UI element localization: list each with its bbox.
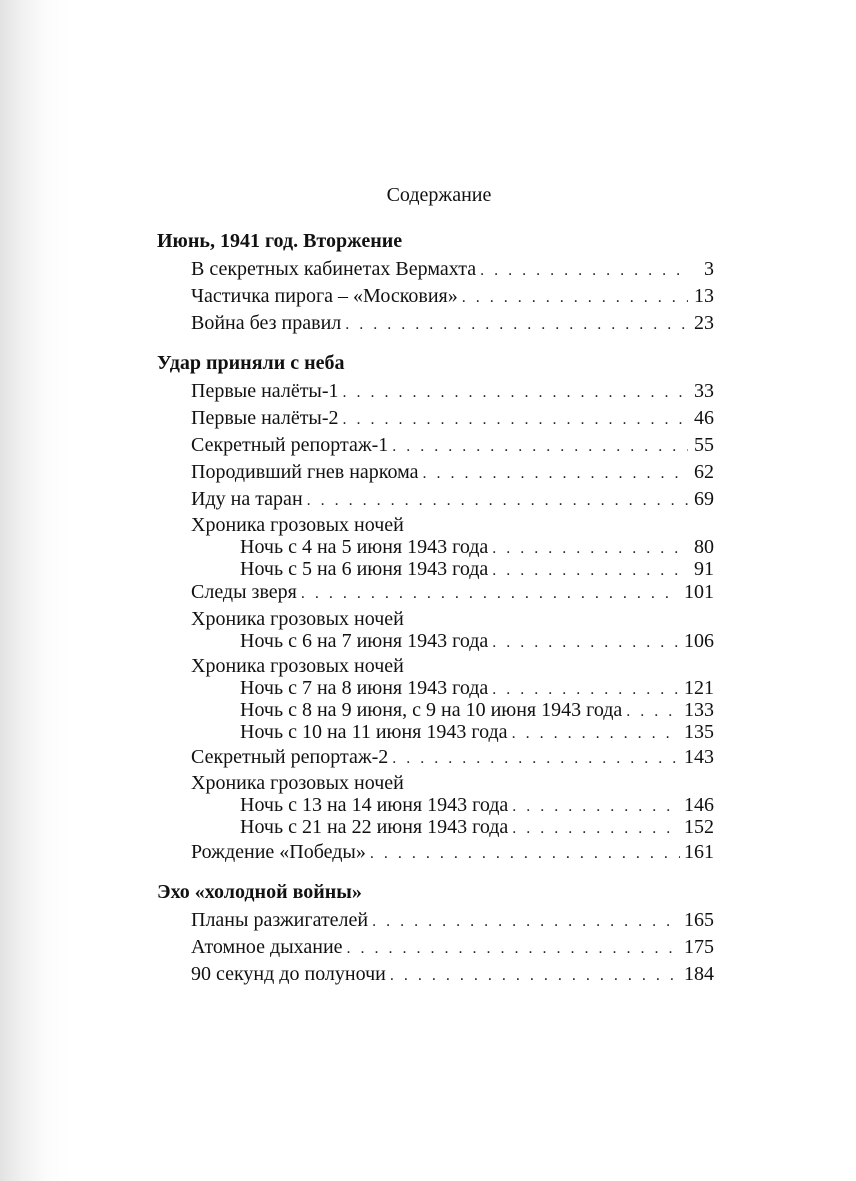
toc-entry-title: Первые налёты-1 (191, 380, 339, 402)
dot-leader (392, 435, 688, 459)
toc-page-number: 135 (684, 721, 714, 743)
toc-entry (191, 745, 714, 771)
toc-entry (191, 284, 714, 310)
toc-entry-title: Следы зверя (191, 581, 297, 603)
toc-page-number: 13 (694, 285, 714, 307)
toc-entry-title: Ночь с 13 на 14 июня 1943 года (240, 794, 509, 816)
toc-page-number: 33 (694, 380, 714, 402)
toc-entry-title: Породивший гнев наркома (191, 461, 419, 483)
toc-entry-title: Ночь с 8 на 9 июня, с 9 на 10 июня 1943 года (240, 699, 623, 721)
toc-page-number: 184 (684, 963, 714, 985)
toc-entry (191, 257, 714, 283)
dot-leader (462, 286, 688, 310)
toc-entry-title: Ночь с 21 на 22 июня 1943 года (240, 816, 509, 838)
toc-entry-title: Рождение «Победы» (191, 841, 366, 863)
dot-leader (343, 408, 688, 432)
toc-entry-title: Ночь с 7 на 8 июня 1943 года (240, 677, 489, 699)
dot-leader (423, 462, 688, 486)
toc-subentry (240, 720, 714, 746)
toc-page-number: 91 (694, 558, 714, 580)
toc-entry-title: 90 секунд до полуночи (191, 963, 386, 985)
toc-entry (191, 962, 714, 988)
chronicle-heading: Хроника грозовых ночей (191, 772, 404, 794)
chronicle-heading: Хроника грозовых ночей (191, 514, 404, 536)
toc-page-number: 69 (694, 488, 714, 510)
toc-entry-title: В секретных кабинетах Вермахта (191, 258, 477, 280)
toc-entry-title: Планы разжигателей (191, 909, 369, 931)
toc-page-number: 3 (704, 258, 714, 280)
toc-entry-title: Ночь с 5 на 6 июня 1943 года (240, 558, 489, 580)
dot-leader (301, 582, 680, 606)
toc-entry (191, 433, 714, 459)
toc-entry (191, 311, 714, 337)
toc-entry (191, 487, 714, 513)
dot-leader (343, 381, 688, 405)
toc-entry-title: Ночь с 4 на 5 июня 1943 года (240, 536, 489, 558)
toc-entry (191, 840, 714, 866)
dot-leader (307, 489, 688, 513)
toc-entry-title: Ночь с 6 на 7 июня 1943 года (240, 630, 489, 652)
toc-entry (191, 908, 714, 934)
dot-leader (345, 313, 688, 337)
dot-leader (372, 910, 680, 934)
toc-entry (191, 406, 714, 432)
toc-page-number: 133 (684, 699, 714, 721)
toc-page-number: 106 (684, 630, 714, 652)
dot-leader (392, 747, 680, 771)
toc-page-number: 175 (684, 936, 714, 958)
toc-subentry (240, 629, 714, 655)
dot-leader (370, 842, 680, 866)
toc-page-number: 46 (694, 407, 714, 429)
section-heading-invasion: Июнь, 1941 год. Вторжение (157, 230, 403, 252)
toc-page-number: 80 (694, 536, 714, 558)
toc-page-number: 146 (684, 794, 714, 816)
toc-page-number: 121 (684, 677, 714, 699)
toc-entry-title: Первые налёты-2 (191, 407, 339, 429)
section-heading-air-strike: Удар приняли с неба (157, 352, 345, 374)
dot-leader (492, 631, 680, 655)
toc-entry (191, 580, 714, 606)
dot-leader (347, 937, 680, 961)
toc-entry-title: Ночь с 10 на 11 июня 1943 года (240, 721, 508, 743)
toc-entry-title: Частичка пирога – «Московия» (191, 285, 458, 307)
toc-page-number: 101 (684, 581, 714, 603)
toc-page-number: 55 (694, 434, 714, 456)
dot-leader (512, 817, 680, 841)
page-title: Содержание (386, 184, 492, 206)
toc-subentry (240, 815, 714, 841)
toc-entry-title: Секретный репортаж-1 (191, 434, 389, 456)
toc-entry-title: Секретный репортаж-2 (191, 746, 389, 768)
dot-leader (512, 722, 680, 746)
chronicle-heading: Хроника грозовых ночей (191, 608, 404, 630)
toc-entry (191, 935, 714, 961)
toc-page-number: 152 (684, 816, 714, 838)
toc-page-number: 23 (694, 312, 714, 334)
toc-page-number: 143 (684, 746, 714, 768)
toc-page-number: 165 (684, 909, 714, 931)
toc-entry-title: Атомное дыхание (191, 936, 343, 958)
chronicle-heading: Хроника грозовых ночей (191, 655, 404, 677)
toc-entry-title: Война без правил (191, 312, 342, 334)
dot-leader (390, 964, 680, 988)
section-heading-cold-war: Эхо «холодной войны» (157, 881, 362, 903)
toc-page-number: 161 (684, 841, 714, 863)
toc-page-number: 62 (694, 461, 714, 483)
toc-entry (191, 379, 714, 405)
toc-entry-title: Иду на таран (191, 488, 303, 510)
dot-leader (480, 259, 688, 283)
toc-entry (191, 460, 714, 486)
